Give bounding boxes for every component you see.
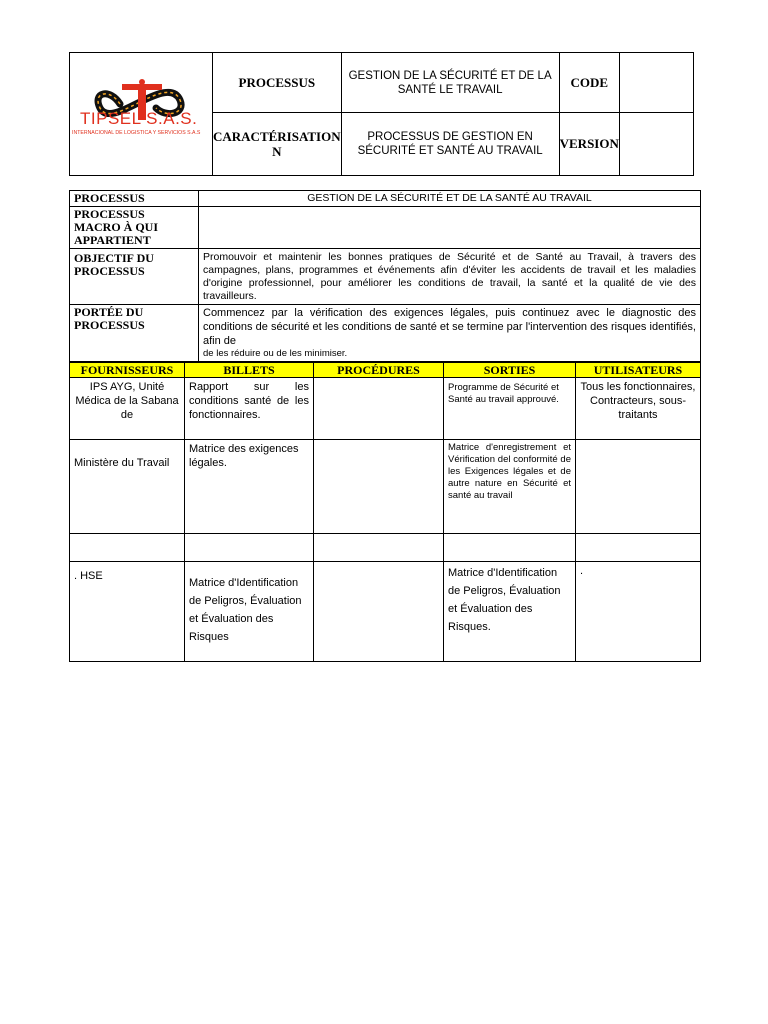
version-value [619, 113, 693, 176]
scope-value [199, 305, 701, 362]
version-label: VERSION [559, 113, 619, 176]
col-suppliers: FOURNISSEURS [70, 363, 185, 378]
table-row [70, 534, 701, 562]
procedure-cell [314, 534, 444, 562]
col-inputs: BILLETS [185, 363, 314, 378]
header-table [69, 52, 694, 176]
user-cell [576, 440, 701, 534]
output-cell: Programme de Sécurité et Santé au travail approuvé. [444, 378, 576, 440]
scope-line-2: de les réduire ou de les minimiser. [203, 348, 348, 359]
io-table [69, 362, 701, 662]
objective-value: Promouvoir et maintenir les bonnes pratiques de Sécurité et de Santé au Travail, à travers des campagnes, plans, programmes et événements afin d'éviter les accidents de travail et les maladies d'origine professionnel, pour améliorer les conditions de travail, la santé et la qualité de vie des travailleurs. [199, 249, 701, 305]
processus-label: PROCESSUS [213, 53, 342, 113]
process-value: GESTION DE LA SÉCURITÉ ET DE LA SANTÉ AU TRAVAIL [199, 191, 701, 207]
user-cell [576, 534, 701, 562]
table-row [70, 562, 701, 662]
code-label: CODE [559, 53, 619, 113]
io-header-row [70, 363, 701, 378]
logo-tagline: INTERNACIONAL DE LOGISTICA Y SERVICIOS S.A.S [72, 130, 201, 136]
input-cell: Rapport sur les conditions santé de les fonctionnaires. [185, 378, 314, 440]
caracterisation-label: CARACTÉRISATION N [213, 113, 342, 176]
supplier-cell: Ministère du Travail [70, 440, 185, 534]
procedure-cell [314, 440, 444, 534]
supplier-cell: . HSE [70, 562, 185, 662]
user-cell: Tous les fonctionnaires, Contracteurs, sous-traitants [576, 378, 701, 440]
user-cell: . [576, 562, 701, 662]
scope-line-1: Commencez par la vérification des exigences légales, puis continuez avec le diagnostic des conditions de sécurité et les conditions de santé et se termine par l'intervention des risques identifiés, afin de [203, 307, 696, 347]
supplier-cell [70, 534, 185, 562]
output-cell: Matrice d'enregistrement et Vérification del conformité de les Exigences légales et de autre nature en Sécurité et santé au travail [444, 440, 576, 534]
logo-brand: TIPSEL S.A.S. [80, 109, 198, 128]
table-row [70, 440, 701, 534]
col-users: UTILISATEURS [576, 363, 701, 378]
caracterisation-value: PROCESSUS DE GESTION EN SÉCURITÉ ET SANTÉ AU TRAVAIL [341, 113, 559, 176]
scope-label: PORTÉE DU PROCESSUS [70, 305, 199, 362]
process-table [69, 190, 701, 362]
procedure-cell [314, 562, 444, 662]
processus-value: GESTION DE LA SÉCURITÉ ET DE LA SANTÉ LE TRAVAIL [341, 53, 559, 113]
output-cell [444, 534, 576, 562]
macro-process-label: PROCESSUS MACRO À QUI APPARTIENT [70, 207, 199, 249]
objective-label: OBJECTIF DU PROCESSUS [70, 249, 199, 305]
logo-cell [70, 53, 213, 176]
col-procedures: PROCÉDURES [314, 363, 444, 378]
supplier-cell: IPS AYG, Unité Médica de la Sabana de [70, 378, 185, 440]
procedure-cell [314, 378, 444, 440]
input-cell: Matrice des exigences légales. [185, 440, 314, 534]
input-cell [185, 534, 314, 562]
table-row [70, 378, 701, 440]
output-cell: Matrice d'Identification de Peligros, Évaluation et Évaluation des Risques. [444, 562, 576, 662]
code-value [619, 53, 693, 113]
input-cell: Matrice d'Identification de Peligros, Évaluation et Évaluation des Risques [185, 562, 314, 662]
col-outputs: SORTIES [444, 363, 576, 378]
macro-process-value [199, 207, 701, 249]
process-label: PROCESSUS [70, 191, 199, 207]
